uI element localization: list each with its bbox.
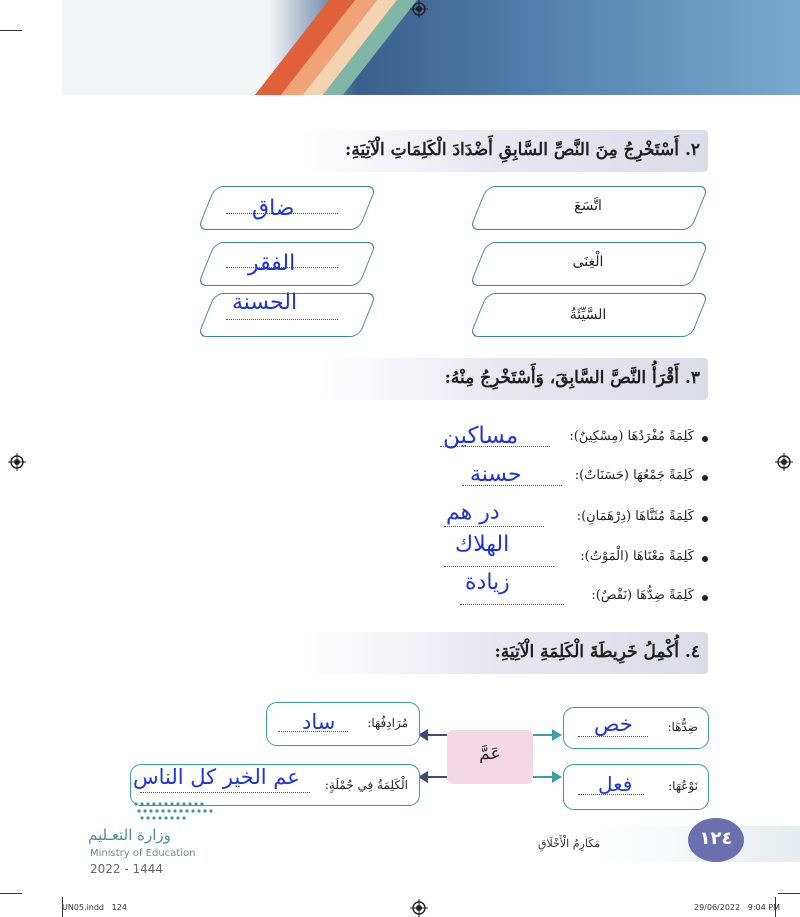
word-label: الْغِنَى (572, 254, 604, 270)
answer-line (578, 736, 648, 737)
registration-mark-icon (410, 0, 428, 18)
answer-line (444, 526, 544, 527)
registration-mark-icon (410, 899, 428, 917)
section-3-title: ٣. أَقْرَأُ النَّصَّ السَّابِقَ، وَأَسْتَخْرِجُ مِنْهُ: (444, 368, 700, 388)
bullet (702, 516, 708, 522)
registration-mark-icon (8, 453, 26, 471)
bullet-prompt: كَلِمَةً مُثَنَّاهَا (دِرْهَمَانِ): (576, 509, 694, 524)
bullet (702, 556, 708, 562)
sentence-label: الْكَلِمَةُ فِي جُمْلَةٍ: (324, 778, 408, 792)
type-label: نَوْعُهَا: (668, 779, 698, 793)
crop-mark (778, 893, 800, 894)
page-number: ١٢٤ (699, 828, 733, 849)
ministry-pattern-icon (132, 800, 218, 822)
answer-line (444, 566, 554, 567)
answer-handwriting: الفقر (248, 251, 296, 276)
crop-mark (0, 893, 22, 894)
edition-year: 2022 - 1444 (90, 862, 164, 876)
answer-handwriting: در هم (446, 500, 500, 525)
synonym-label: مُرَادِفُهَا: (367, 716, 408, 730)
opposite-label: ضِدُّهَا: (667, 720, 698, 734)
crop-mark (0, 30, 22, 31)
answer-line (226, 319, 338, 320)
arrow-head-icon (552, 771, 562, 783)
unit-title: مَكَارِمُ الْأَخْلَاقِ (538, 837, 601, 850)
print-timestamp: 29/06/2022 9:04 PM (694, 903, 780, 912)
bullet (702, 436, 708, 442)
arrow-head-icon (552, 729, 562, 741)
header-banner (62, 0, 800, 95)
answer-handwriting: حسنة (470, 462, 522, 487)
sentence-answer: عم الخير كل الناس (133, 765, 300, 789)
file-slug: UN05.indd 124 (62, 903, 127, 912)
type-answer: فعل (598, 772, 633, 796)
bullet-prompt: كَلِمَةً مُفْرَدُهَا (مِسْكِينٌ): (569, 429, 694, 444)
word-label: اتَّسَعَ (574, 198, 602, 214)
synonym-answer: ساد (302, 710, 336, 734)
bullet (702, 595, 708, 601)
ministry-name-en: Ministry of Education (90, 848, 196, 859)
bullet-prompt: كَلِمَةً ضِدُّهَا (نَقْصٌ): (591, 588, 694, 603)
answer-handwriting: مساكين (443, 423, 519, 449)
bullet (702, 475, 708, 481)
bullet-prompt: كَلِمَةً مَعْنَاهَا (الْمَوْتُ): (580, 549, 694, 564)
bullet-prompt: كَلِمَةً جَمْعُهَا (حَسَنَاتٌ): (574, 468, 694, 483)
answer-handwriting: الحسنة (232, 290, 298, 315)
answer-handwriting: الهلاك (455, 532, 510, 557)
answer-line (140, 792, 310, 793)
section-4-title: ٤. أُكْمِلُ خَرِيطَةَ الْكَلِمَةِ الْآتِيَةِ: (494, 642, 700, 662)
center-word: عَمَّ (479, 744, 501, 764)
word-label: السَّيِّئَةُ (569, 307, 607, 323)
answer-handwriting: ضاق (252, 196, 295, 221)
opposite-answer: خص (594, 712, 633, 736)
section-2-title: ٢. أَسْتَخْرِجُ مِنَ النَّصِّ السَّابِقِ أَضْدَادَ الْكَلِمَاتِ الْآتِيَةِ: (345, 140, 700, 160)
registration-mark-icon (775, 453, 793, 471)
ministry-name-ar: وزارة التعـليم (88, 826, 171, 844)
answer-handwriting: زيادة (465, 570, 510, 595)
answer-line (460, 604, 564, 605)
